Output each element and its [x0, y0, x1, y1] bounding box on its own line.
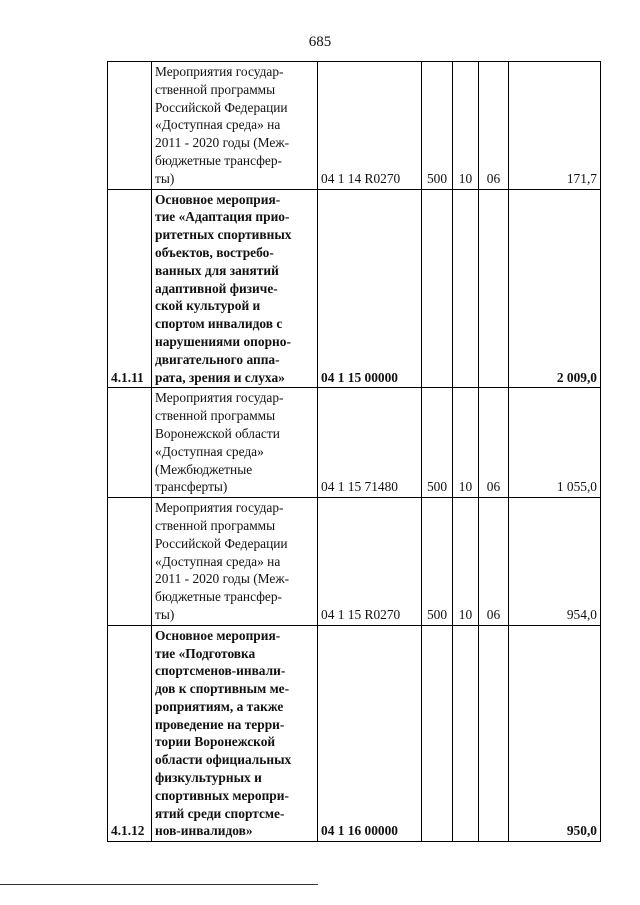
target-code-cell: 04 1 15 71480: [318, 388, 422, 498]
item-name-line: области официальных: [155, 752, 292, 768]
pr-cell: [453, 189, 479, 388]
item-name-line: (Межбюджетные: [155, 461, 253, 477]
rz-cell: [422, 189, 453, 388]
item-name-line: ственной программы: [155, 517, 276, 533]
footer-rule: [0, 884, 318, 885]
pr-cell: 10: [453, 388, 479, 498]
vr-cell: [479, 625, 509, 842]
item-number-cell: [108, 498, 152, 626]
amount-cell: 950,0: [509, 625, 601, 842]
amount-cell: 1 055,0: [509, 388, 601, 498]
target-code-cell: 04 1 14 R0270: [318, 62, 422, 190]
item-name-line: Основное мероприя-: [155, 191, 281, 207]
item-name-line: 2011 - 2020 годы (Меж-: [155, 135, 290, 151]
table-row: [108, 625, 601, 842]
item-name-line: трансферты): [155, 479, 228, 495]
item-name-line: Основное мероприя-: [155, 627, 281, 643]
vr-cell: 06: [479, 62, 509, 190]
item-name-line: Российской Федерации: [155, 99, 288, 115]
item-number-cell: 4.1.12: [108, 625, 152, 842]
item-name-cell: [152, 189, 318, 388]
item-name-line: «Доступная среда» на: [155, 117, 281, 133]
item-number-cell: [108, 62, 152, 190]
vr-cell: 06: [479, 498, 509, 626]
pr-cell: 10: [453, 62, 479, 190]
item-name-line: тории Воронежской: [155, 734, 276, 750]
item-name-line: ты): [155, 606, 175, 622]
item-name-line: нарушениями опорно-: [155, 333, 291, 349]
budget-table: [107, 61, 601, 842]
target-code-cell: 04 1 15 00000: [318, 189, 422, 388]
pr-cell: [453, 625, 479, 842]
item-name-line: ственной программы: [155, 408, 276, 424]
rz-cell: 500: [422, 498, 453, 626]
item-name-line: бюджетные трансфер-: [155, 589, 282, 605]
item-name-line: адаптивной физиче-: [155, 280, 278, 296]
item-name-line: объектов, востребо-: [155, 244, 274, 260]
vr-cell: [479, 189, 509, 388]
page-number: 685: [308, 34, 332, 50]
item-name-line: спортивных меропри-: [155, 787, 289, 803]
item-name-line: двигательного аппа-: [155, 351, 280, 367]
item-name-line: Российской Федерации: [155, 535, 288, 551]
item-name-cell: [152, 62, 318, 190]
amount-cell: 171,7: [509, 62, 601, 190]
table-row: [108, 62, 601, 190]
pr-cell: 10: [453, 498, 479, 626]
item-name-cell: [152, 625, 318, 842]
table-row: [108, 498, 601, 626]
item-name-line: проведение на терри-: [155, 716, 285, 732]
item-name-line: ственной программы: [155, 81, 276, 97]
item-name-line: спортом инвалидов с: [155, 316, 283, 332]
rz-cell: [422, 625, 453, 842]
target-code-cell: 04 1 15 R0270: [318, 498, 422, 626]
amount-cell: 2 009,0: [509, 189, 601, 388]
item-name-line: «Доступная среда»: [155, 443, 264, 459]
item-name-cell: [152, 388, 318, 498]
table-row: [108, 388, 601, 498]
table-body: [108, 62, 601, 842]
item-name-line: дов к спортивным ме-: [155, 681, 290, 697]
item-name-line: «Доступная среда» на: [155, 553, 281, 569]
item-name-line: Мероприятия государ-: [155, 500, 284, 516]
item-name-line: физкультурных и: [155, 770, 262, 786]
item-name-line: ты): [155, 170, 175, 186]
table-row: [108, 189, 601, 388]
item-name-line: тие «Адаптация прио-: [155, 209, 290, 225]
item-name-line: ритетных спортивных: [155, 227, 292, 243]
item-name-line: ятий среди спортсме-: [155, 805, 285, 821]
rz-cell: 500: [422, 388, 453, 498]
item-name-cell: [152, 498, 318, 626]
vr-cell: 06: [479, 388, 509, 498]
rz-cell: 500: [422, 62, 453, 190]
item-name-line: ской культурой и: [155, 298, 261, 314]
item-number-cell: [108, 388, 152, 498]
item-name-line: Воронежской области: [155, 425, 280, 441]
item-name-line: 2011 - 2020 годы (Меж-: [155, 571, 290, 587]
item-name-line: Мероприятия государ-: [155, 64, 284, 79]
item-name-line: нов-инвалидов»: [155, 823, 253, 839]
amount-cell: 954,0: [509, 498, 601, 626]
item-name-line: Мероприятия государ-: [155, 390, 284, 406]
item-name-line: бюджетные трансфер-: [155, 152, 282, 168]
target-code-cell: 04 1 16 00000: [318, 625, 422, 842]
item-name-line: ванных для занятий: [155, 262, 279, 278]
item-name-line: спортсменов-инвали-: [155, 663, 286, 679]
item-name-line: роприятиям, а также: [155, 698, 284, 714]
item-name-line: тие «Подготовка: [155, 645, 256, 661]
item-name-line: рата, зрения и слуха»: [155, 369, 285, 385]
item-number-cell: 4.1.11: [108, 189, 152, 388]
